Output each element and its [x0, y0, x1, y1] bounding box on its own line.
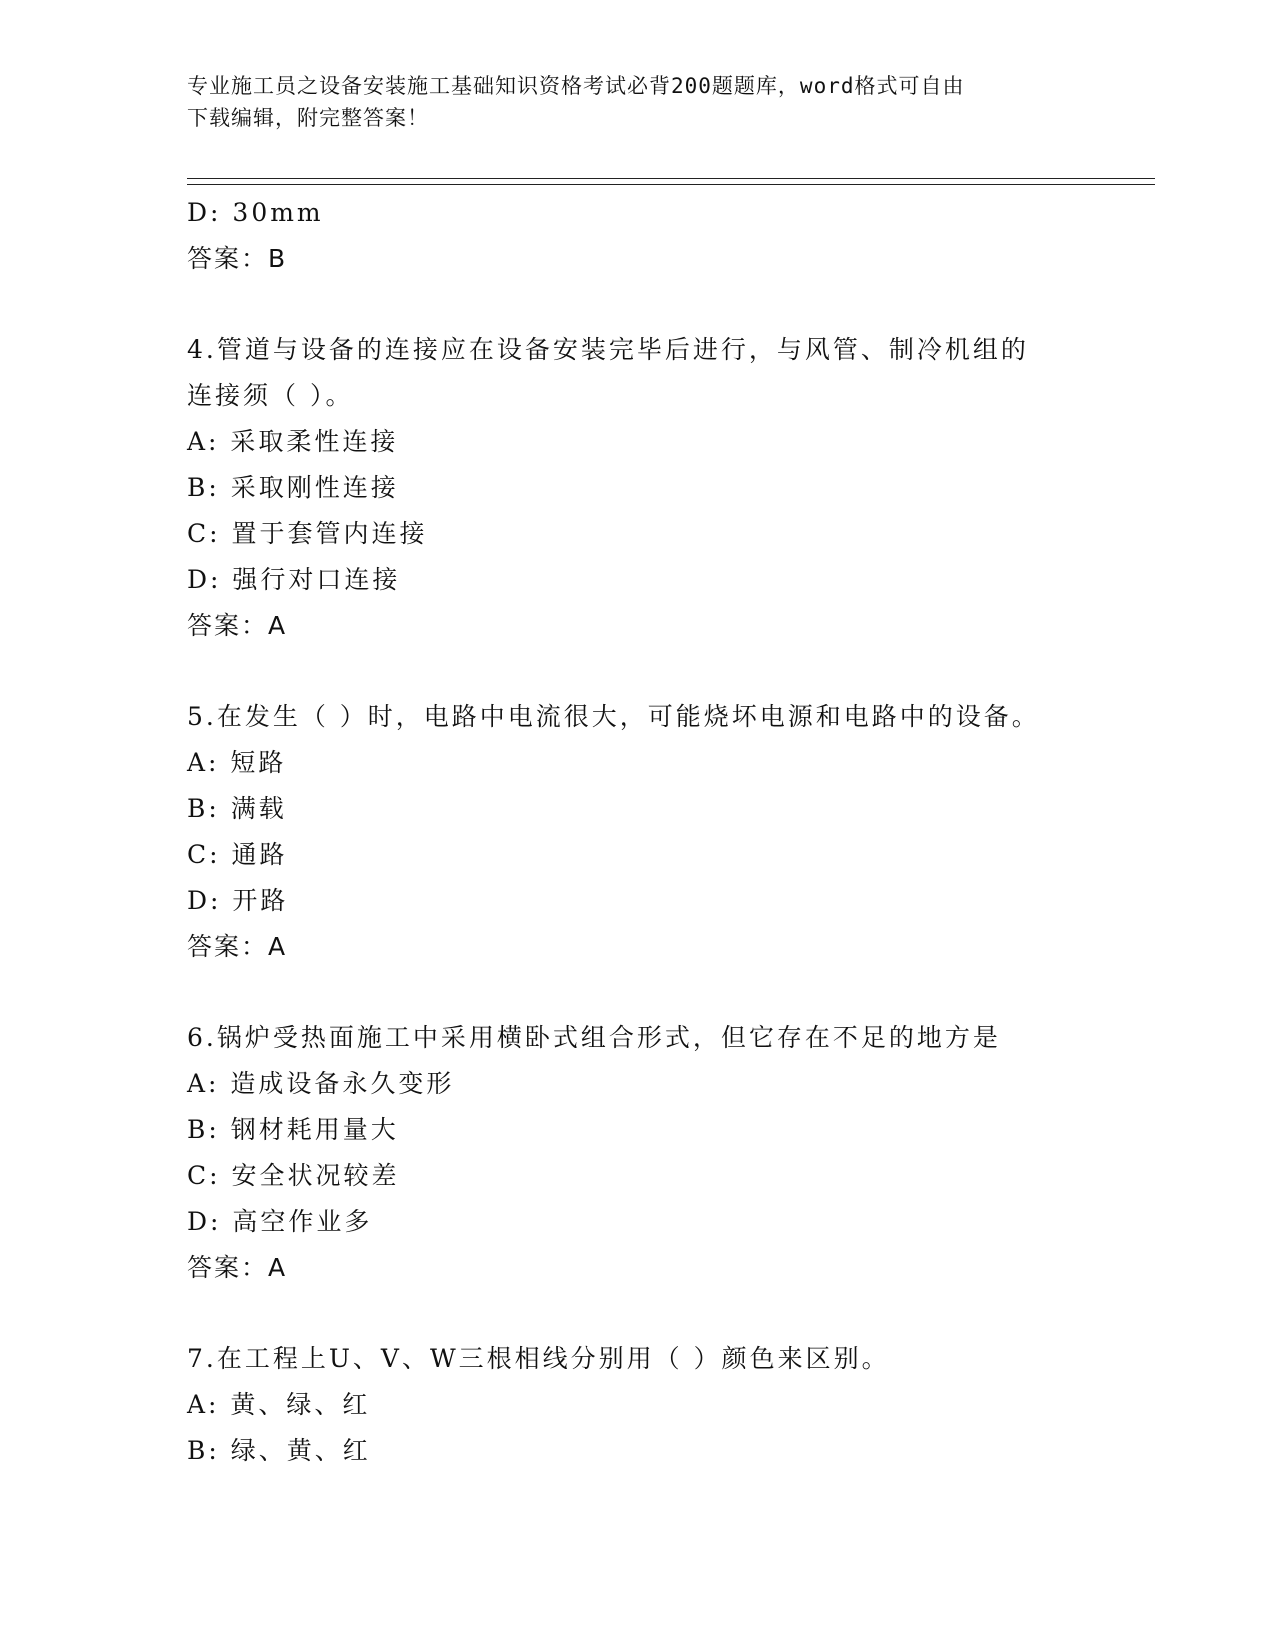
question-text-continued: 连接须（ ）。 [187, 381, 354, 410]
question-7 [187, 1336, 1087, 1474]
option-d: D: 强行对口连接 [187, 565, 401, 594]
question-text: 4.管道与设备的连接应在设备安装完毕后进行，与风管、制冷机组的 [187, 335, 1029, 364]
answer-line: 答案：A [187, 1253, 288, 1282]
header-title-line-2: 下载编辑，附完整答案！ [187, 106, 429, 130]
option-a: A: 采取柔性连接 [187, 427, 399, 456]
option-d: D: 开路 [187, 886, 289, 915]
option-a: A: 黄、绿、红 [187, 1390, 371, 1419]
document-header [187, 70, 1067, 134]
header-divider-top [187, 178, 1155, 179]
question-text: 5.在发生（ ）时，电路中电流很大，可能烧坏电源和电路中的设备。 [187, 702, 1040, 731]
header-title-line-1: 专业施工员之设备安装施工基础知识资格考试必背200题题库，word格式可自由 [187, 74, 965, 98]
header-divider-bottom [187, 184, 1155, 185]
option-d: D: 高空作业多 [187, 1207, 373, 1236]
option-b: B: 满载 [187, 794, 287, 823]
question-text: 7.在工程上U、V、W三根相线分别用（ ）颜色来区别。 [187, 1344, 890, 1373]
question-list [187, 190, 1087, 1474]
question-6 [187, 1015, 1087, 1291]
option-d: D: 30mm [187, 198, 324, 227]
question-text: 6.锅炉受热面施工中采用横卧式组合形式，但它存在不足的地方是 [187, 1023, 1001, 1052]
option-c: C: 置于套管内连接 [187, 519, 428, 548]
answer-line: 答案：A [187, 932, 288, 961]
option-b: B: 钢材耗用量大 [187, 1115, 399, 1144]
option-a: A: 短路 [187, 748, 287, 777]
answer-line: 答案：B [187, 244, 288, 273]
option-a: A: 造成设备永久变形 [187, 1069, 455, 1098]
option-b: B: 绿、黄、红 [187, 1436, 371, 1465]
answer-line: 答案：A [187, 611, 288, 640]
option-c: C: 安全状况较差 [187, 1161, 400, 1190]
option-b: B: 采取刚性连接 [187, 473, 399, 502]
question-5 [187, 694, 1087, 970]
question-3-tail [187, 190, 1087, 282]
question-4 [187, 327, 1087, 649]
option-c: C: 通路 [187, 840, 288, 869]
